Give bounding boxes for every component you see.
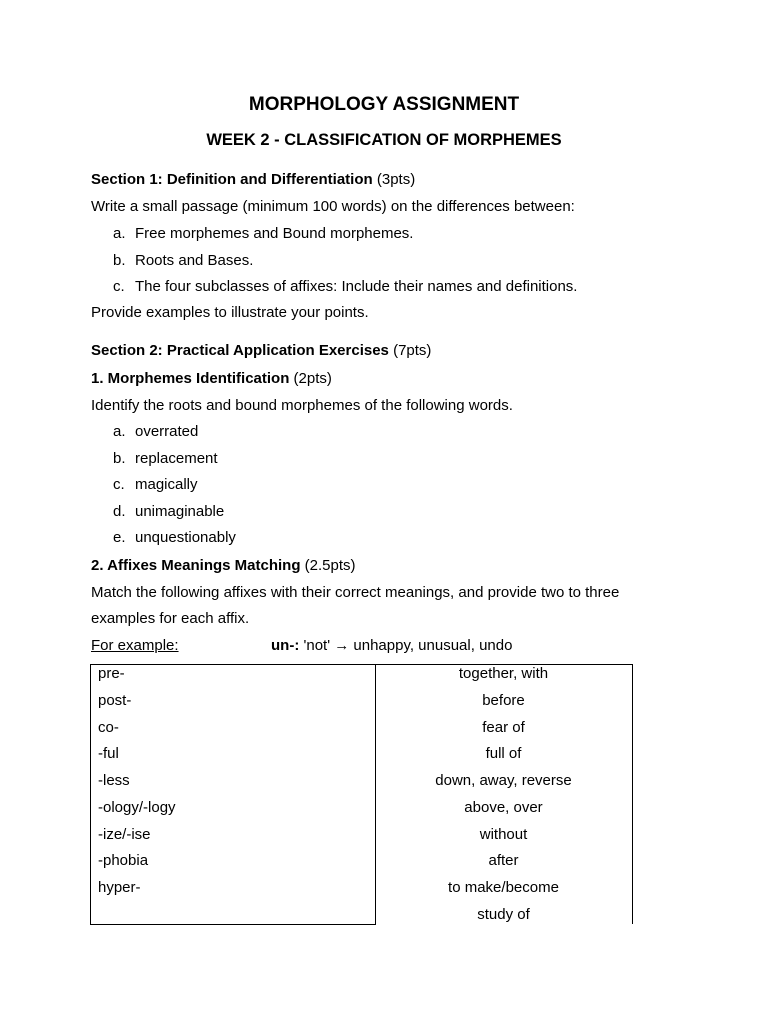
exercise1-heading: 1. Morphemes Identification <box>91 370 290 387</box>
affix-cell: post- <box>98 692 132 709</box>
exercise1-heading-line <box>91 369 332 389</box>
exercise1-points: (2pts) <box>293 370 332 387</box>
document-title: MORPHOLOGY ASSIGNMENT <box>248 94 520 115</box>
section2-points: (7pts) <box>393 342 432 359</box>
list-marker: b. <box>113 450 126 467</box>
meaning-cell: fear of <box>482 719 525 736</box>
section2-heading-line <box>91 341 431 361</box>
list-item-text: magically <box>135 476 198 493</box>
list-item-text: unquestionably <box>135 529 236 546</box>
example-label: For example: <box>91 637 179 654</box>
section1-outro: Provide examples to illustrate your points. <box>91 304 369 321</box>
list-item-text: overrated <box>135 423 199 440</box>
exercise1-intro: Identify the roots and bound morphemes of the following words. <box>91 397 513 414</box>
list-marker: c. <box>113 476 125 493</box>
section1-points: (3pts) <box>376 171 416 188</box>
exercise2-intro-line1: Match the following affixes with their correct meanings, and provide two to three <box>91 584 620 601</box>
example-label-line <box>91 636 179 656</box>
exercise2-heading-line <box>91 556 356 576</box>
section2-heading: Section 2: Practical Application Exercises <box>91 342 389 359</box>
list-marker: b. <box>113 252 126 269</box>
list-marker: d. <box>113 503 126 520</box>
example-affix: un-: <box>271 637 300 654</box>
list-item-text: Roots and Bases. <box>135 252 254 269</box>
affix-cell: -less <box>98 772 130 789</box>
list-item-text: Free morphemes and Bound morphemes. <box>135 225 414 242</box>
list-marker: e. <box>113 529 126 546</box>
list-item-text: The four subclasses of affixes: Include their names and definitions. <box>135 278 578 295</box>
meaning-cell: to make/become <box>448 879 559 896</box>
list-marker: a. <box>113 225 126 242</box>
meaning-cell: after <box>488 852 519 869</box>
affix-column <box>90 664 376 925</box>
list-item <box>113 449 218 469</box>
meaning-cell: without <box>479 826 528 843</box>
affix-cell: pre- <box>98 665 125 682</box>
meaning-column <box>375 664 633 924</box>
affix-cell: -ful <box>98 745 119 762</box>
meaning-cell: before <box>482 692 525 709</box>
exercise2-intro-line2: examples for each affix. <box>91 610 250 627</box>
meaning-cell: full of <box>485 745 522 762</box>
affix-cell: co- <box>98 719 119 736</box>
affix-cell: -ology/-logy <box>98 799 176 816</box>
affix-cell: -ize/-ise <box>98 826 151 843</box>
example-content <box>271 636 512 656</box>
affix-cell: -phobia <box>98 852 149 869</box>
section1-intro: Write a small passage (minimum 100 words) on the differences between: <box>91 198 575 215</box>
list-item <box>113 224 413 244</box>
exercise2-heading: 2. Affixes Meanings Matching <box>91 557 301 574</box>
meaning-cell: above, over <box>464 799 543 816</box>
meaning-cell: together, with <box>458 665 549 682</box>
section1-heading-line <box>91 170 415 190</box>
affix-cell: hyper- <box>98 879 141 896</box>
list-item <box>113 502 224 522</box>
document-subtitle: WEEK 2 - CLASSIFICATION OF MORPHEMES <box>206 131 562 149</box>
list-marker: a. <box>113 423 126 440</box>
section1-heading: Section 1: Definition and Differentiation <box>91 171 373 188</box>
exercise2-points: (2.5pts) <box>304 557 356 574</box>
meaning-cell: study of <box>477 906 530 923</box>
list-item-text: replacement <box>135 450 218 467</box>
list-item <box>113 251 253 271</box>
list-item <box>113 422 198 442</box>
example-rest: 'not' → unhappy, unusual, undo <box>299 637 513 654</box>
list-item-text: unimaginable <box>135 503 225 520</box>
list-item <box>113 528 236 548</box>
list-marker: c. <box>113 278 125 295</box>
meaning-cell: down, away, reverse <box>435 772 572 789</box>
list-item <box>113 475 198 495</box>
list-item <box>113 277 577 297</box>
